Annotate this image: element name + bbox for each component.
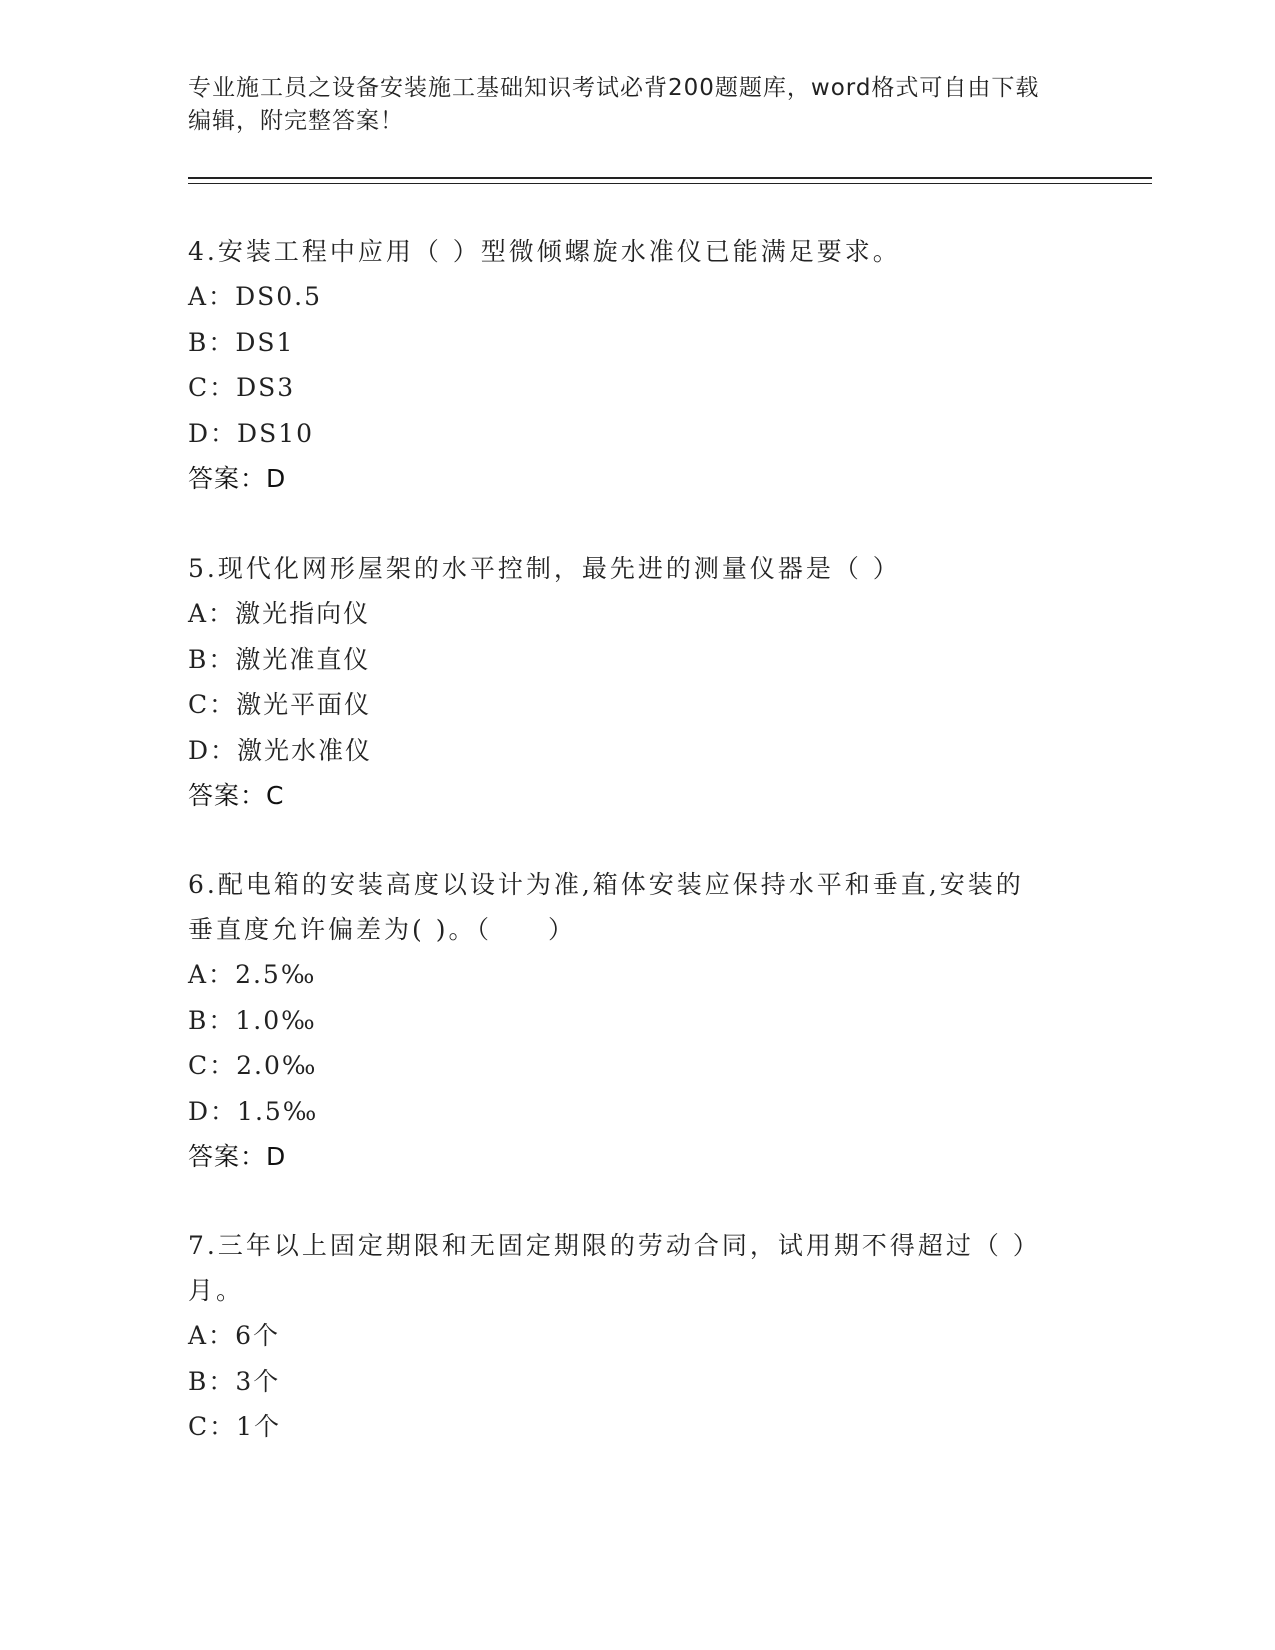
option-text: 1.0‰ — [235, 1005, 317, 1035]
option-d — [188, 1089, 1068, 1135]
option-d — [188, 728, 1068, 774]
option-text: 6个 — [235, 1321, 280, 1350]
question-stem: 4.安装工程中应用（ ）型微倾螺旋水准仪已能满足要求。 — [188, 237, 901, 266]
question-7 — [188, 1223, 1068, 1450]
option-letter: C： — [188, 1051, 237, 1080]
option-c — [188, 1404, 1068, 1450]
option-text: 2.5‰ — [235, 960, 317, 989]
option-text: 1个 — [236, 1412, 282, 1441]
option-letter: D： — [188, 1096, 238, 1126]
option-a — [188, 591, 1068, 637]
option-b — [188, 1359, 1068, 1405]
option-d — [188, 411, 1068, 457]
question-stem: 7.三年以上固定期限和无固定期限的劳动合同，试用期不得超过（ ） — [188, 1231, 1041, 1260]
answer-line: 答案：D — [188, 464, 287, 493]
option-letter: A： — [188, 960, 236, 989]
question-stem-continued: 月。 — [188, 1276, 245, 1305]
option-c — [188, 365, 1068, 411]
option-b — [188, 637, 1068, 683]
option-letter: B： — [188, 1366, 236, 1396]
option-c — [188, 1043, 1068, 1089]
option-c — [188, 682, 1068, 728]
option-text: 2.0‰ — [236, 1051, 318, 1080]
option-text: 激光准直仪 — [235, 644, 371, 674]
option-text: DS3 — [236, 373, 296, 402]
header-divider-thick — [188, 177, 1152, 179]
option-letter: D： — [188, 418, 238, 448]
header-line-1: 专业施工员之设备安装施工基础知识考试必背200题题库，word格式可自由下载 — [188, 75, 1040, 101]
option-letter: C： — [188, 373, 237, 402]
option-letter: C： — [188, 690, 237, 719]
option-text: DS10 — [237, 418, 315, 448]
option-a — [188, 274, 1068, 320]
option-text: DS1 — [235, 327, 295, 357]
option-letter: A： — [188, 282, 236, 311]
question-stem-continued: 垂直度允许偏差为( )。（ ） — [188, 915, 576, 944]
option-text: 激光水准仪 — [237, 735, 373, 765]
question-4 — [188, 229, 1068, 501]
option-a — [188, 952, 1068, 998]
document-header — [188, 72, 1068, 138]
option-text: DS0.5 — [235, 282, 322, 311]
option-letter: C： — [188, 1412, 237, 1441]
header-divider-thin — [188, 183, 1152, 184]
option-b — [188, 320, 1068, 366]
option-text: 激光平面仪 — [236, 690, 372, 719]
question-5 — [188, 546, 1068, 818]
answer-line: 答案：D — [188, 1142, 287, 1171]
option-letter: B： — [188, 644, 236, 674]
option-letter: A： — [188, 1321, 236, 1350]
option-a — [188, 1313, 1068, 1359]
option-letter: A： — [188, 599, 236, 628]
option-letter: D： — [188, 735, 238, 765]
option-text: 激光指向仪 — [235, 599, 371, 628]
option-text: 1.5‰ — [237, 1096, 319, 1126]
option-b — [188, 998, 1068, 1044]
header-line-2: 编辑，附完整答案！ — [188, 108, 404, 134]
question-stem: 5.现代化网形屋架的水平控制，最先进的测量仪器是（ ） — [188, 554, 901, 583]
option-letter: B： — [188, 327, 236, 357]
option-text: 3个 — [235, 1366, 281, 1396]
answer-line: 答案：C — [188, 781, 285, 810]
question-stem: 6.配电箱的安装高度以设计为准,箱体安装应保持水平和垂直,安装的 — [188, 870, 1024, 899]
option-letter: B： — [188, 1005, 236, 1035]
question-6 — [188, 862, 1068, 1179]
